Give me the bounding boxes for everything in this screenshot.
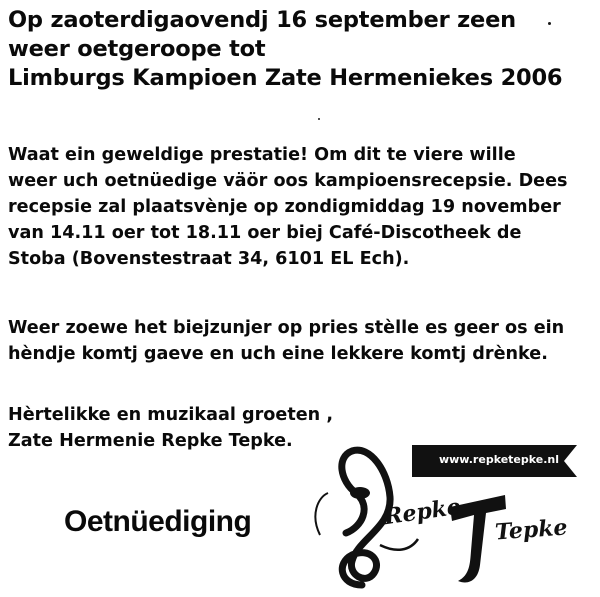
- website-url[interactable]: www.repketepke.nl: [438, 453, 560, 466]
- closing-line: Hèrtelikke en muzikaal groeten ,: [8, 405, 334, 425]
- headline: [8, 6, 593, 93]
- paragraph-line: Weer zoewe het biejzunjer op pries stèlle es geer os ein: [8, 318, 565, 338]
- body-paragraph-1: [8, 142, 593, 272]
- url-banner: [412, 445, 577, 477]
- headline-line: Limburgs Kampioen Zate Hermeniekes 2006: [8, 65, 563, 91]
- footer-title: Oetnüediging: [64, 505, 252, 538]
- headline-line: weer oetgeroope tot: [8, 36, 266, 62]
- paragraph-line: Waat ein geweldige prestatie! Om dit te viere wille: [8, 145, 516, 165]
- paragraph-line: recepsie zal plaatsvènje op zondigmiddag 19 november: [8, 197, 561, 217]
- paragraph-line: hèndje komtj gaeve en uch eine lekkere komtj drènke.: [8, 344, 548, 364]
- logo-word-repke: Repke: [382, 493, 463, 531]
- paragraph-line: Stoba (Bovenstestraat 34, 6101 EL Ech).: [8, 249, 410, 269]
- paragraph-line: van 14.11 oer tot 18.11 oer biej Café-Discotheek de: [8, 223, 522, 243]
- print-speck: [548, 22, 551, 25]
- body-paragraph-2: [8, 315, 593, 367]
- paragraph-line: weer uch oetnüedige väör oos kampioensrecepsie. Dees: [8, 171, 568, 191]
- headline-line: Op zaoterdigaovendj 16 september zeen: [8, 7, 516, 33]
- print-speck: [318, 118, 320, 120]
- closing-line: Zate Hermenie Repke Tepke.: [8, 431, 293, 451]
- logo-word-tepke: Tepke: [494, 514, 569, 546]
